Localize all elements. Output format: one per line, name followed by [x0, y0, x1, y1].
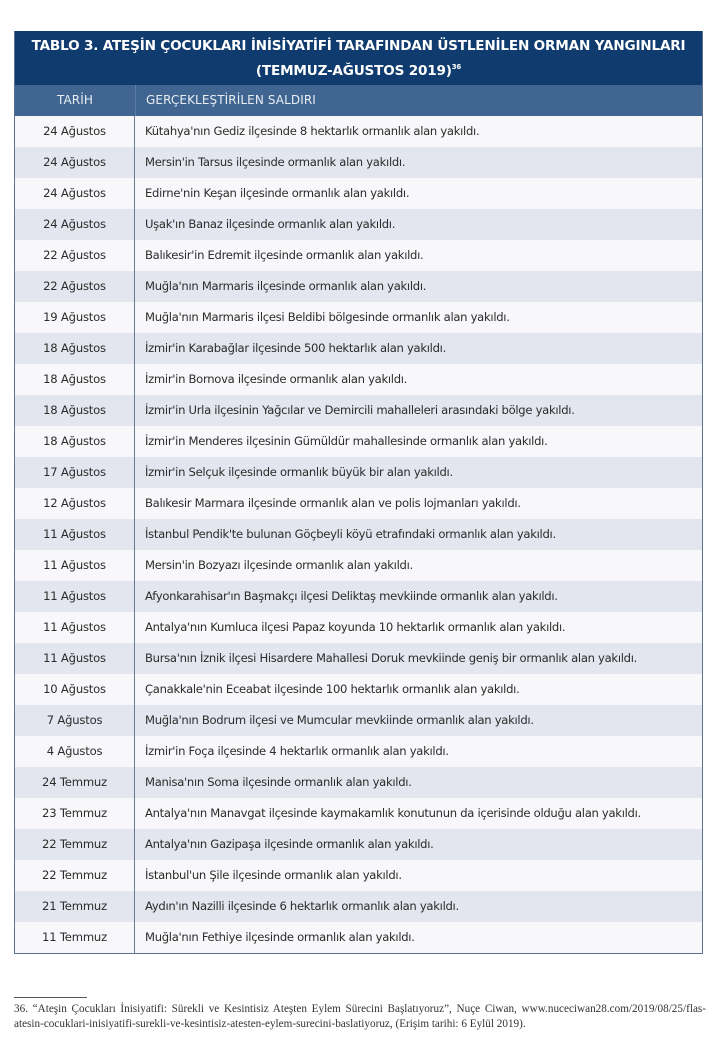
table-row [15, 767, 702, 798]
table-row [15, 116, 702, 147]
row-event: Muğla'nın Marmaris ilçesi Beldibi bölgesinde ormanlık alan yakıldı. [145, 310, 510, 324]
row-date: 18 Ağustos [15, 395, 135, 426]
fires-table [14, 31, 703, 954]
row-date: 4 Ağustos [15, 736, 135, 767]
row-date: 24 Ağustos [15, 209, 135, 240]
row-event: İzmir'in Bornova ilçesinde ormanlık alan yakıldı. [145, 372, 408, 386]
table-row [15, 426, 702, 457]
table-row [15, 581, 702, 612]
row-event: İstanbul'un Şile ilçesinde ormanlık alan yakıldı. [145, 868, 402, 882]
row-event: Manisa'nın Soma ilçesinde ormanlık alan yakıldı. [145, 775, 412, 789]
row-date: 18 Ağustos [15, 364, 135, 395]
row-date: 24 Ağustos [15, 147, 135, 178]
row-date: 10 Ağustos [15, 674, 135, 705]
table-row [15, 240, 702, 271]
row-event: Antalya'nın Gazipaşa ilçesinde ormanlık alan yakıldı. [145, 837, 434, 851]
row-date: 22 Ağustos [15, 271, 135, 302]
table-row [15, 798, 702, 829]
row-date: 22 Ağustos [15, 240, 135, 271]
table-row [15, 860, 702, 891]
row-date: 23 Temmuz [15, 798, 135, 829]
row-event: İzmir'in Menderes ilçesinin Gümüldür mahallesinde ormanlık alan yakıldı. [145, 434, 548, 448]
table-title [15, 31, 702, 85]
row-event: İzmir'in Karabağlar ilçesinde 500 hektarlık alan yakıldı. [145, 341, 446, 355]
row-event: Balıkesir'in Edremit ilçesinde ormanlık alan yakıldı. [145, 248, 424, 262]
row-date: 18 Ağustos [15, 333, 135, 364]
table-title-line1: TABLO 3. ATEŞİN ÇOCUKLARI İNİSİYATİFİ TARAFINDAN ÜSTLENİLEN ORMAN YANGINLARI [31, 38, 686, 54]
footnote-ref[interactable]: 36 [451, 63, 462, 71]
table-row [15, 395, 702, 426]
table-row [15, 333, 702, 364]
table-row [15, 922, 702, 953]
row-event: Muğla'nın Fethiye ilçesinde ormanlık alan yakıldı. [145, 930, 415, 944]
row-event: Edirne'nin Keşan ilçesinde ormanlık alan yakıldı. [145, 186, 410, 200]
row-event: Kütahya'nın Gediz ilçesinde 8 hektarlık ormanlık alan yakıldı. [145, 124, 480, 138]
row-date: 7 Ağustos [15, 705, 135, 736]
row-event: Antalya'nın Manavgat ilçesinde kaymakamlık konutunun da içerisinde olduğu alan yakıldı. [145, 806, 641, 820]
row-date: 22 Temmuz [15, 829, 135, 860]
table-row [15, 519, 702, 550]
row-event: Uşak'ın Banaz ilçesinde ormanlık alan yakıldı. [145, 217, 396, 231]
table-row [15, 550, 702, 581]
table-title-line2 [23, 57, 694, 82]
table-row [15, 674, 702, 705]
row-date: 24 Temmuz [15, 767, 135, 798]
column-header-date: TARİH [15, 85, 136, 116]
row-event: İzmir'in Urla ilçesinin Yağcılar ve Demircili mahalleleri arasındaki bölge yakıldı. [145, 403, 575, 417]
row-event: İstanbul Pendik'te bulunan Göçbeyli köyü etrafındaki ormanlık alan yakıldı. [145, 527, 556, 541]
row-event: Mersin'in Tarsus ilçesinde ormanlık alan yakıldı. [145, 155, 406, 169]
table-row [15, 488, 702, 519]
row-date: 11 Ağustos [15, 643, 135, 674]
row-date: 11 Ağustos [15, 519, 135, 550]
row-date: 18 Ağustos [15, 426, 135, 457]
row-date: 24 Ağustos [15, 116, 135, 147]
row-event: Antalya'nın Kumluca ilçesi Papaz koyunda 10 hektarlık ormanlık alan yakıldı. [145, 620, 566, 634]
row-date: 11 Ağustos [15, 550, 135, 581]
row-date: 19 Ağustos [15, 302, 135, 333]
row-event: Balıkesir Marmara ilçesinde ormanlık alan ve polis lojmanları yakıldı. [145, 496, 521, 510]
row-date: 11 Ağustos [15, 612, 135, 643]
row-event: İzmir'in Selçuk ilçesinde ormanlık büyük bir alan yakıldı. [145, 465, 453, 479]
table-row [15, 271, 702, 302]
row-event: Çanakkale'nin Eceabat ilçesinde 100 hektarlık ormanlık alan yakıldı. [145, 682, 520, 696]
table-row [15, 643, 702, 674]
row-date: 22 Temmuz [15, 860, 135, 891]
table-row [15, 178, 702, 209]
column-header-event: GERÇEKLEŞTİRİLEN SALDIRI [146, 93, 316, 107]
footnote-divider [14, 997, 87, 998]
row-date: 21 Temmuz [15, 891, 135, 922]
table-row [15, 891, 702, 922]
table-title-period: (TEMMUZ-AĞUSTOS 2019) [255, 63, 452, 79]
row-event: Bursa'nın İznik ilçesi Hisardere Mahallesi Doruk mevkiinde geniş bir ormanlık alan yakıldı. [145, 651, 638, 665]
table-row [15, 147, 702, 178]
row-date: 24 Ağustos [15, 178, 135, 209]
row-date: 11 Ağustos [15, 581, 135, 612]
table-row [15, 705, 702, 736]
table-row [15, 364, 702, 395]
row-event: Muğla'nın Bodrum ilçesi ve Mumcular mevkiinde ormanlık alan yakıldı. [145, 713, 534, 727]
table-row [15, 209, 702, 240]
row-event: Afyonkarahisar'ın Başmakçı ilçesi Deliktaş mevkiinde ormanlık alan yakıldı. [145, 589, 558, 603]
table-row [15, 302, 702, 333]
row-date: 12 Ağustos [15, 488, 135, 519]
table-row [15, 612, 702, 643]
row-event: Muğla'nın Marmaris ilçesinde ormanlık alan yakıldı. [145, 279, 427, 293]
footnote: 36. “Ateşin Çocukları İnisiyatifi: Sürekli ve Kesintisiz Ateşten Eylem Sürecini Başlatıyoruz”, Nuçe Ciwan, www.nuceciwan28.com/2019/08/25/flas-atesin-cocuklari-inisiyatifi-surekli-ve-kesintisiz-atesten-eylem-surecini-baslatiyoruz, (Erişim tarihi: 6 Eylül 2019). [14, 1003, 706, 1030]
table-header [15, 85, 702, 116]
row-date: 11 Temmuz [15, 922, 135, 953]
table-row [15, 736, 702, 767]
table-row [15, 829, 702, 860]
row-event: Aydın'ın Nazilli ilçesinde 6 hektarlık ormanlık alan yakıldı. [145, 899, 459, 913]
row-date: 17 Ağustos [15, 457, 135, 488]
table-body [15, 116, 702, 953]
row-event: İzmir'in Foça ilçesinde 4 hektarlık ormanlık alan yakıldı. [145, 744, 449, 758]
table-row [15, 457, 702, 488]
row-event: Mersin'in Bozyazı ilçesinde ormanlık alan yakıldı. [145, 558, 413, 572]
